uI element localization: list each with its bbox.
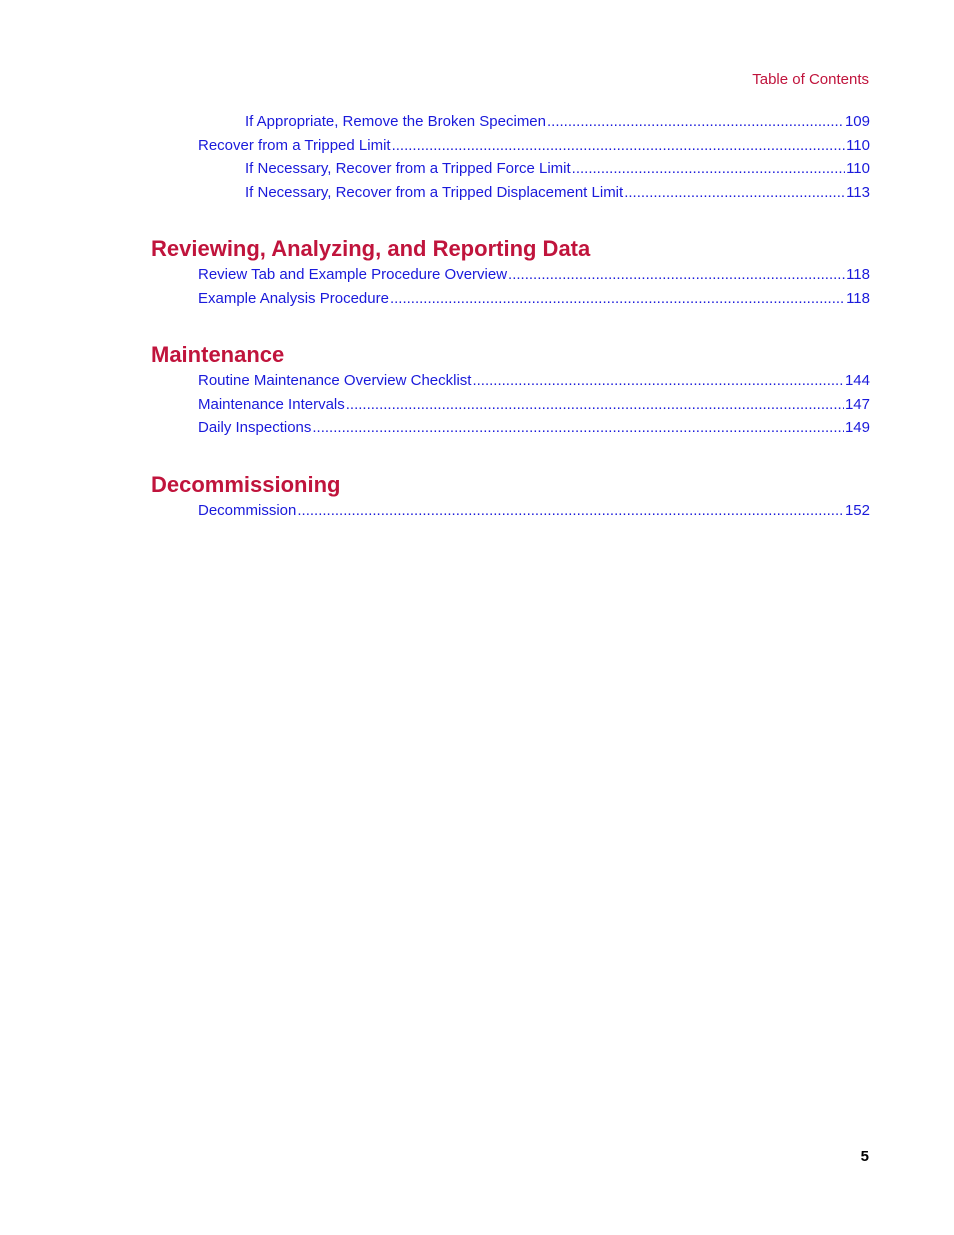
section-title: Reviewing, Analyzing, and Reporting Data	[151, 236, 591, 261]
dot-leader	[312, 417, 844, 438]
toc-entry-recover-tripped-limit[interactable]	[151, 135, 870, 159]
toc-entry-label: If Necessary, Recover from a Tripped Displacement Limit	[245, 183, 624, 201]
toc-entry-page: 149	[844, 419, 870, 436]
section-title: Decommissioning	[151, 471, 341, 497]
toc-entry-page: 147	[844, 395, 870, 413]
toc-entry-label: Maintenance Intervals	[198, 395, 345, 413]
continued-entries	[151, 111, 870, 205]
toc-entry-label: Routine Maintenance Overview Checklist	[198, 372, 472, 389]
dot-leader	[297, 500, 844, 521]
toc-entry-page: 152	[844, 501, 870, 519]
toc-entry-page: 144	[844, 372, 870, 389]
dot-leader	[390, 288, 845, 309]
dot-leader	[508, 264, 845, 285]
dot-leader	[472, 370, 844, 391]
toc-entry-example-analysis[interactable]	[151, 288, 870, 312]
toc-section-reviewing	[151, 235, 870, 311]
table-of-contents	[151, 111, 870, 523]
toc-entry-decommission[interactable]	[151, 500, 870, 524]
toc-entry-label: If Necessary, Recover from a Tripped Force Limit	[245, 160, 571, 177]
toc-entry-label: If Appropriate, Remove the Broken Specimen	[245, 113, 546, 130]
toc-section-decommissioning	[151, 471, 870, 524]
section-title: Maintenance	[151, 342, 285, 367]
toc-entry-routine-maintenance[interactable]	[151, 370, 870, 394]
dot-leader	[392, 135, 846, 156]
toc-entry-daily-inspections[interactable]	[151, 417, 870, 441]
toc-entry-page: 113	[846, 183, 870, 201]
page-number: 5	[860, 1148, 869, 1165]
toc-entry-label: Decommission	[198, 501, 297, 519]
toc-entry-label: Review Tab and Example Procedure Overview	[198, 266, 508, 283]
dot-leader	[624, 182, 845, 203]
toc-entry-remove-broken-specimen[interactable]	[151, 111, 870, 135]
toc-entry-page: 110	[846, 160, 870, 177]
toc-entry-label: Recover from a Tripped Limit	[198, 136, 391, 154]
dot-leader	[572, 158, 845, 179]
toc-entry-maintenance-intervals[interactable]	[151, 394, 870, 418]
toc-entry-page: 118	[846, 289, 870, 307]
dot-leader	[346, 394, 844, 415]
toc-entry-page: 118	[846, 266, 870, 283]
toc-entry-review-tab-overview[interactable]	[151, 264, 870, 288]
toc-entry-recover-tripped-force-limit[interactable]	[151, 158, 870, 182]
running-header-title: Table of Contents	[752, 71, 869, 88]
toc-entry-recover-tripped-displacement-limit[interactable]	[151, 182, 870, 206]
toc-entry-page: 110	[846, 136, 870, 154]
dot-leader	[547, 111, 844, 132]
toc-entry-page: 109	[844, 113, 870, 130]
toc-entry-label: Example Analysis Procedure	[198, 289, 389, 307]
toc-section-maintenance	[151, 341, 870, 441]
toc-entry-label: Daily Inspections	[198, 419, 312, 436]
